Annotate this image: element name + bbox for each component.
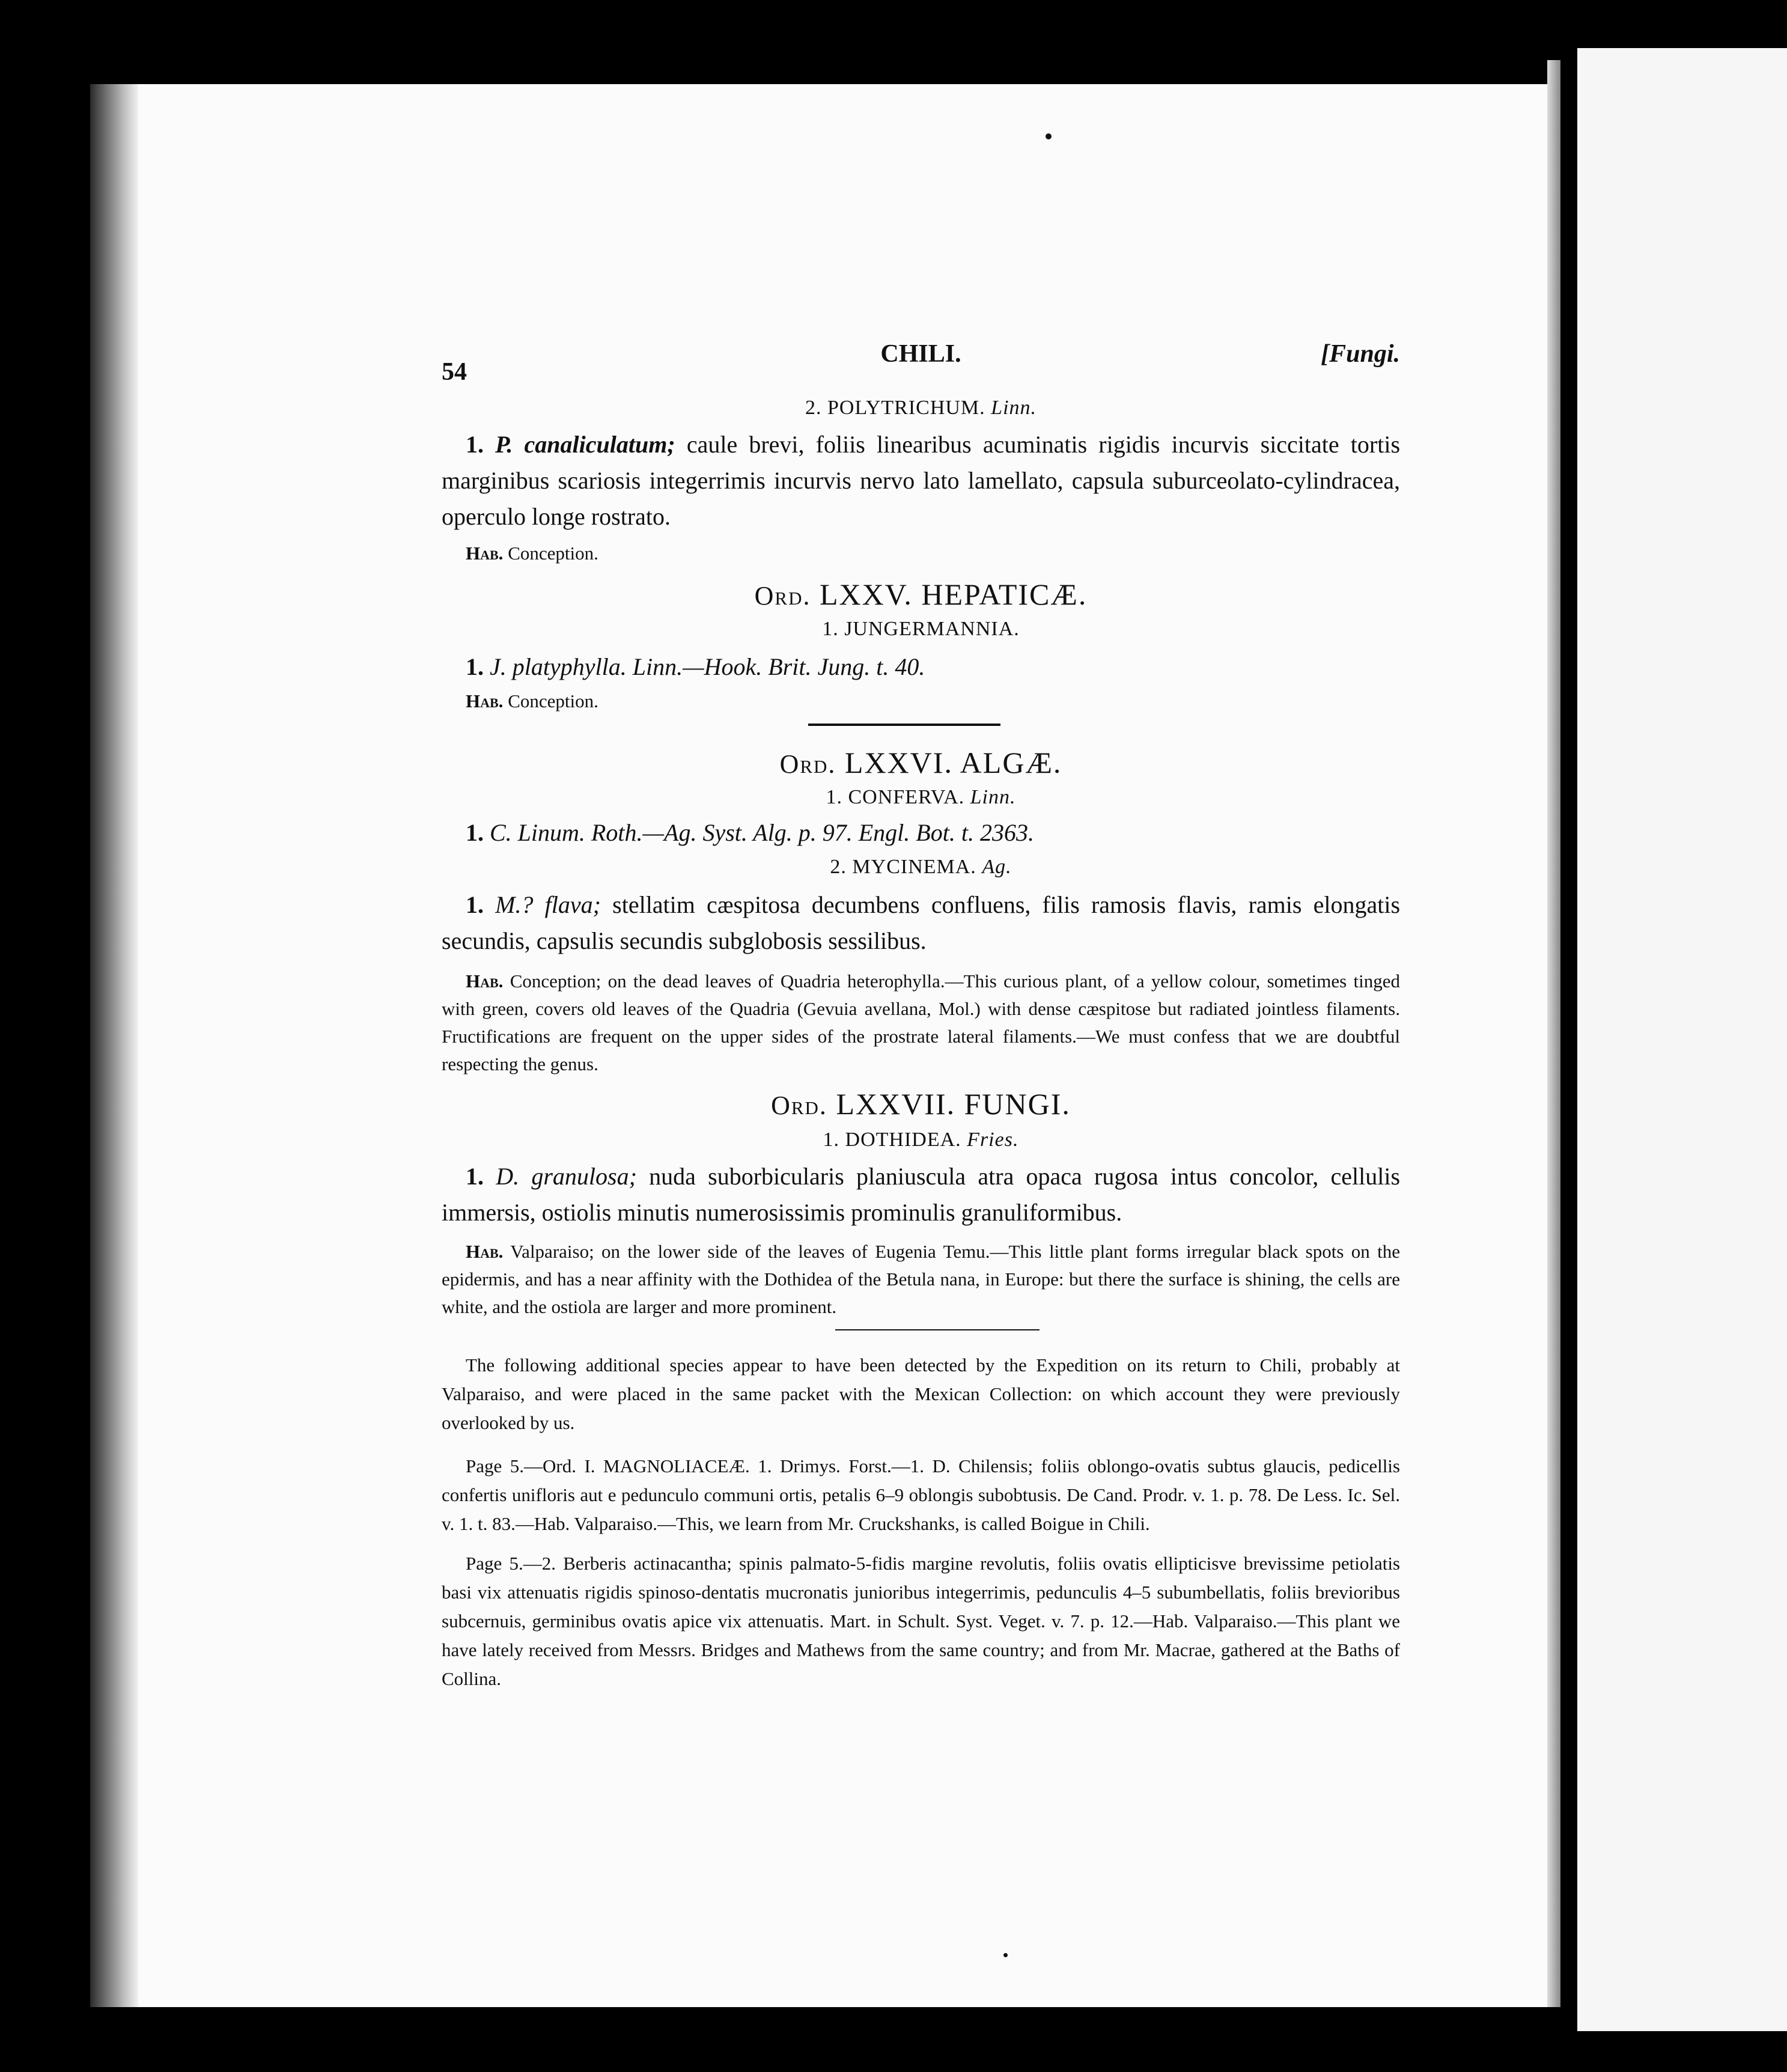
section-rule: [808, 724, 1000, 726]
habitat-note: [442, 967, 1400, 1078]
page-gutter: [90, 84, 138, 2007]
species-name: D. granulosa;: [496, 1163, 637, 1190]
genus-heading: [442, 856, 1400, 879]
species-name: M.? flava;: [495, 891, 601, 918]
genus-authority: Fries.: [967, 1129, 1019, 1151]
ink-speck: [1046, 133, 1052, 139]
habitat-label: Hab.: [466, 690, 504, 711]
species-entry: [442, 1159, 1400, 1231]
additional-berberis: Page 5.—2. Berberis actinacantha; spinis palmato-5-fidis margine revolutis, foliis ovatis ellipticisve brevissime petiolatis basi vix attenuatis rigidis spinoso-dentatis mucronatis junioribus integerrimis, pedunculis 4–5 subumbellatis, foliis brevioribus subcernuis, germinibus ovatis apice vix attenuatis. Mart. in Schult. Syst. Veget. v. 7. p. 12.—Hab. Valparaiso.—This plant we have lately received from Messrs. Bridges and Mathews from the same country; and from Mr. Macrae, gathered at the Baths of Collina.: [442, 1553, 1400, 1689]
genus-name: 1. CONFERVA.: [826, 786, 965, 808]
species-name: J. platyphylla. Linn.—Hook. Brit. Jung. t. 40.: [490, 653, 925, 680]
species-description: stellatim cæspitosa decumbens confluens, filis ramosis flavis, ramis elongatis secundis, capsulis secundis subglobosis sessilibus.: [442, 891, 1401, 954]
habitat-text: Conception; on the dead leaves of Quadria heterophylla.—This curious plant, of a yellow colour, sometimes tinged with green, covers old leaves of the Quadria (Gevuia avellana, Mol.) with dense cæspitose but radiated jointless filaments. Fructifications are frequent on the upper sides of the prostrate lateral filaments.—We must confess that we are doubtful respecting the genus.: [442, 970, 1400, 1074]
species-name: P. canaliculatum;: [495, 431, 675, 458]
order-heading: [442, 745, 1400, 780]
additional-drimys: Page 5.—Ord. I. MAGNOLIACEÆ. 1. Drimys. Forst.—1. D. Chilensis; foliis oblongo-ovatis subtus glaucis, pedicellis confertis unifloris aut e pedunculo communi ortis, petalis 6–9 oblongis subobtusis. De Cand. Prodr. v. 1. p. 78. De Less. Ic. Sel. v. 1. t. 83.—Hab. Valparaiso.—This, we learn from Mr. Cruckshanks, is called Boigue in Chili.: [442, 1455, 1400, 1534]
species-number: 1.: [466, 1163, 484, 1190]
genus-heading: [442, 786, 1400, 809]
species-entry: [442, 815, 1400, 851]
ink-speck: [1003, 1953, 1008, 1957]
genus-name: 2. POLYTRICHUM.: [805, 397, 985, 419]
order-name: LXXVI. ALGÆ.: [844, 746, 1062, 779]
genus-heading: 1. JUNGERMANNIA.: [822, 618, 1020, 640]
genus-heading: [442, 397, 1400, 419]
habitat-text: Conception.: [508, 543, 598, 564]
additional-species: [442, 1351, 1400, 1693]
genus-name: 2. MYCINEMA.: [830, 856, 976, 878]
genus-authority: Linn.: [991, 397, 1037, 419]
species-name: C. Linum. Roth.—Ag. Syst. Alg. p. 97. Engl. Bot. t. 2363.: [490, 819, 1034, 846]
order-name: LXXVII. FUNGI.: [836, 1087, 1071, 1121]
species-number: 1.: [466, 653, 484, 680]
order-fungi: [442, 1086, 1400, 1321]
order-name: LXXV. HEPATICÆ.: [819, 577, 1088, 611]
running-section: [Fungi.: [1321, 340, 1400, 368]
order-heading: [442, 1086, 1400, 1121]
habitat-text: Conception.: [508, 690, 598, 711]
species-entry: [442, 649, 1400, 685]
running-title: CHILI.: [880, 340, 961, 368]
facing-page: [1577, 48, 1787, 2031]
genus-name: 1. DOTHIDEA.: [823, 1129, 961, 1151]
genus-authority: Linn.: [970, 786, 1016, 808]
page-edge: [1547, 60, 1560, 2007]
order-hepaticae: [442, 577, 1400, 715]
polytrichum-entry: [442, 397, 1400, 567]
species-description: caule brevi, foliis linearibus acuminatis rigidis incurvis siccitate tortis marginibus scariosis integerrimis incurvis nervo lato lamellato, capsula suburceolato-cylindracea, operculo longe rostrato.: [442, 431, 1401, 530]
order-label: Ord.: [771, 1091, 827, 1120]
section-rule: [835, 1329, 1040, 1330]
order-algae: [442, 745, 1400, 1078]
order-label: Ord.: [779, 749, 836, 779]
running-header: [442, 340, 1400, 386]
species-entry: [442, 427, 1400, 535]
habitat-note: [442, 1238, 1400, 1321]
order-heading: [442, 577, 1400, 612]
genus-heading: [442, 1129, 1400, 1151]
species-number: 1.: [466, 819, 484, 846]
habitat-label: Hab.: [466, 970, 504, 992]
species-number: 1.: [466, 891, 484, 918]
habitat-label: Hab.: [466, 543, 504, 564]
species-number: 1.: [466, 431, 484, 458]
habitat-text: Valparaiso; on the lower side of the leaves of Eugenia Temu.—This little plant forms irregular black spots on the epidermis, and has a near affinity with the Dothidea of the Betula nana, in Europe: but there the surface is shining, the cells are white, and the ostiola are larger and more prominent.: [442, 1241, 1400, 1317]
genus-authority: Ag.: [982, 856, 1012, 878]
species-description: nuda suborbicularis planiuscula atra opaca rugosa intus concolor, cellulis immersis, ostiolis minutis numerosissimis prominulis granuliformibus.: [442, 1163, 1401, 1226]
page-number: 54: [442, 358, 467, 386]
species-entry: [442, 887, 1400, 959]
habitat-note: [442, 540, 1400, 567]
additional-intro: The following additional species appear to have been detected by the Expedition on its return to Chili, probably at Valparaiso, and were placed in the same packet with the Mexican Collection: on which account they were previously overlooked by us.: [442, 1354, 1400, 1433]
habitat-label: Hab.: [466, 1241, 504, 1262]
order-label: Ord.: [754, 581, 811, 611]
habitat-note: [442, 687, 1400, 715]
